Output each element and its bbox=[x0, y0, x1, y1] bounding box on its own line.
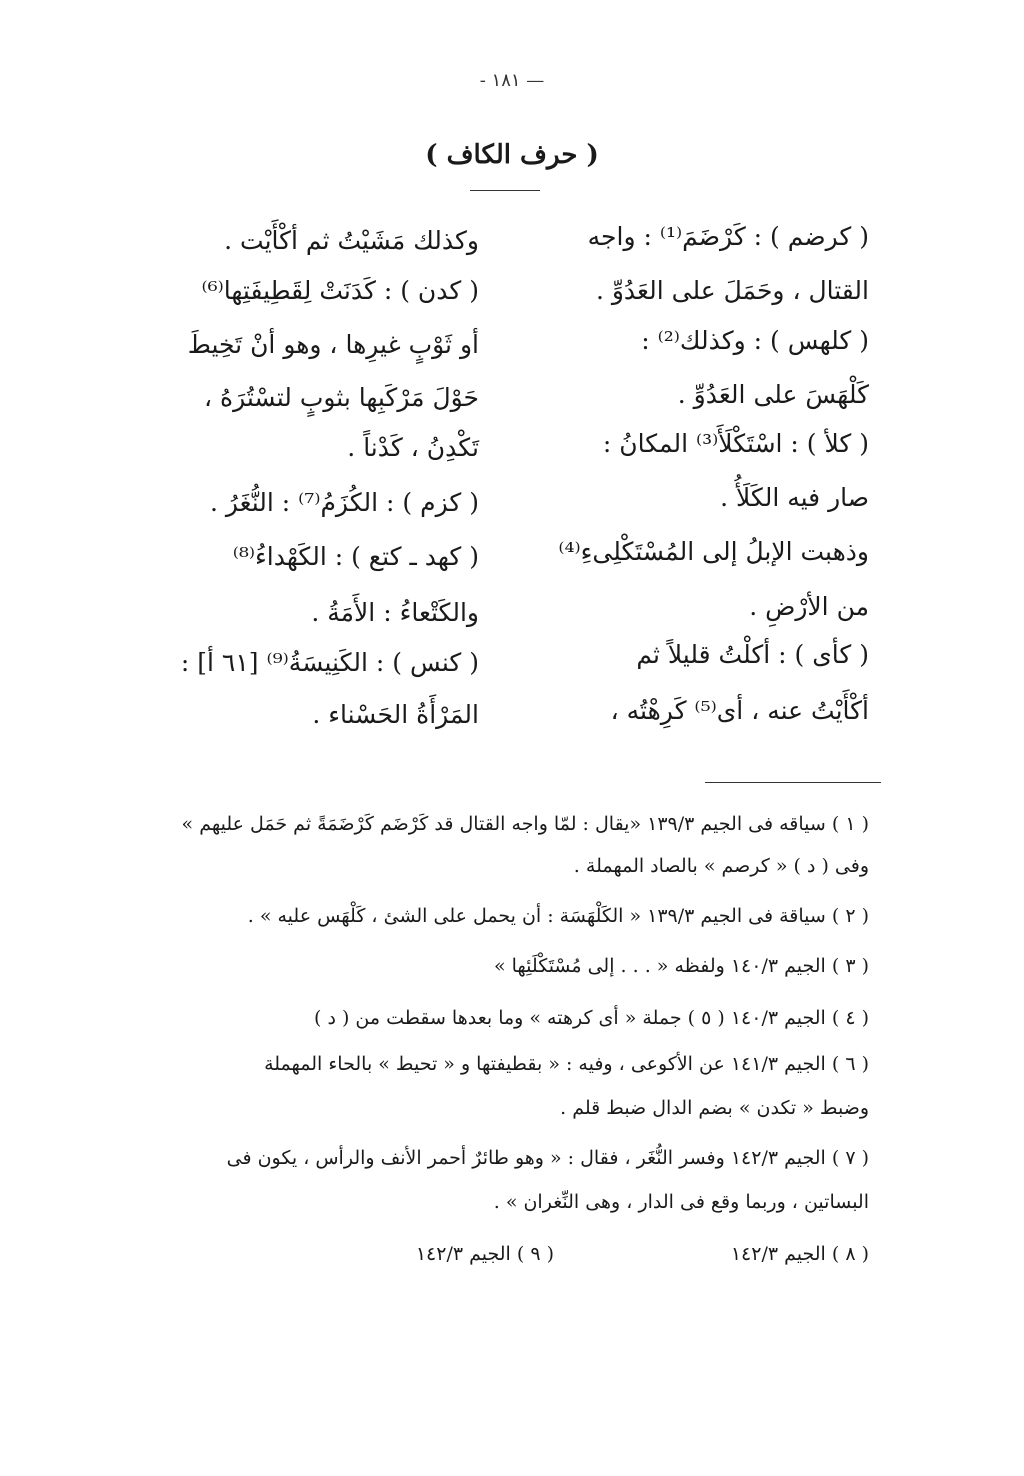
left-line-10: المَرْأَةُ الحَسْناء . bbox=[312, 700, 479, 729]
left-line-8: والكَتْعاءُ : الأَمَةُ . bbox=[311, 598, 479, 627]
page-number: - ١٨١ — bbox=[479, 70, 545, 91]
left-line-5: تَكْدِنُ ، كَدْناً . bbox=[347, 433, 479, 462]
footnote-line-7: وضبط « تكدن » بضم الدال ضبط قلم . bbox=[560, 1097, 869, 1119]
footnote-line-3: ( ٢ ) سياقة فى الجيم ١٣٩/٣ « الكَلْهَسَة : أن يحمل على الشئ ، كَلْهَس عليه » . bbox=[247, 905, 869, 927]
left-line-9: ( كنس ) : الكَنِيسَةُ⁽⁹⁾ [٦١ أ] : bbox=[180, 648, 479, 677]
section-heading: ( حرف الكاف ) bbox=[425, 140, 599, 170]
right-line-6: صار فيه الكَلَأُ . bbox=[720, 483, 869, 512]
footnote-line-1: ( ١ ) سياقه فى الجيم ١٣٩/٣ «يقال : لمّا واجه القتال قد كَرْضَم كَرْضَمَةً ثم حَمَل عليهم » bbox=[181, 813, 869, 835]
footnote-line-2: وفى ( د ) « كرصم » بالصاد المهملة . bbox=[573, 855, 869, 877]
left-line-2: ( كدن ) : كَدَنَتْ لِقَطِيفَتِها⁽⁶⁾ bbox=[201, 276, 479, 305]
left-line-6: ( كزم ) : الكُزَمُ⁽⁷⁾ : النُّغَرُ . bbox=[209, 488, 479, 517]
heading-divider bbox=[470, 190, 540, 191]
right-line-7: وذهبت الإبلُ إلى المُسْتَكْلِىءِ⁽⁴⁾ bbox=[558, 537, 869, 566]
right-line-3: ( كلهس ) : وكذلك⁽²⁾ : bbox=[641, 326, 869, 355]
footnote-9: ( ٩ ) الجيم ١٤٢/٣ bbox=[415, 1243, 554, 1265]
right-line-8: من الأرْضِ . bbox=[749, 592, 869, 621]
right-line-2: القتال ، وحَمَلَ على العَدُوِّ . bbox=[595, 276, 869, 305]
footnote-8: ( ٨ ) الجيم ١٤٢/٣ bbox=[730, 1243, 869, 1265]
right-line-9: ( كأى ) : أكلْتُ قليلاً ثم bbox=[636, 640, 869, 669]
footnote-line-9: البساتين ، وربما وقع فى الدار ، وهى النِّغران » . bbox=[493, 1191, 869, 1213]
left-line-7: ( كهد ـ كتع ) : الكَهْداءُ⁽⁸⁾ bbox=[232, 542, 479, 571]
right-line-4: كَلْهَسَ على العَدُوِّ . bbox=[677, 380, 869, 409]
right-line-5: ( كلأ ) : اسْتَكْلَأَ⁽³⁾ المكانُ : bbox=[602, 429, 869, 458]
right-line-10: أكْأَيْتُ عنه ، أى⁽⁵⁾ كَرِهْتُه ، bbox=[610, 696, 869, 725]
footnote-line-5: ( ٤ ) الجيم ١٤٠/٣ ( ٥ ) جملة « أى كرهته » وما بعدها سقطت من ( د ) bbox=[314, 1007, 869, 1029]
footnote-line-8: ( ٧ ) الجيم ١٤٢/٣ وفسر النُّغَر ، فقال : « وهو طائرٌ أحمر الأنف والرأس ، يكون فى bbox=[226, 1147, 869, 1169]
footnote-line-4: ( ٣ ) الجيم ١٤٠/٣ ولفظه « . . . إلى مُسْتَكْلَئِها » bbox=[493, 955, 869, 977]
right-line-1: ( كرضم ) : كَرْضَمَ⁽¹⁾ : واجه bbox=[587, 222, 869, 251]
left-line-1: وكذلك مَشَيْتُ ثم أكْأَيْت . bbox=[224, 226, 479, 255]
footnote-line-6: ( ٦ ) الجيم ١٤١/٣ عن الأكوعى ، وفيه : « بقطيفتها و « تحيط » بالحاء المهملة bbox=[264, 1053, 869, 1075]
footnote-divider bbox=[705, 782, 881, 783]
left-line-4: حَوْلَ مَرْكَبِها بثوبٍ لتسْتُرَهُ ، bbox=[203, 383, 479, 412]
left-line-3: أو ثَوْبٍ غيرِها ، وهو أنْ تَخِيطَ bbox=[187, 330, 479, 359]
